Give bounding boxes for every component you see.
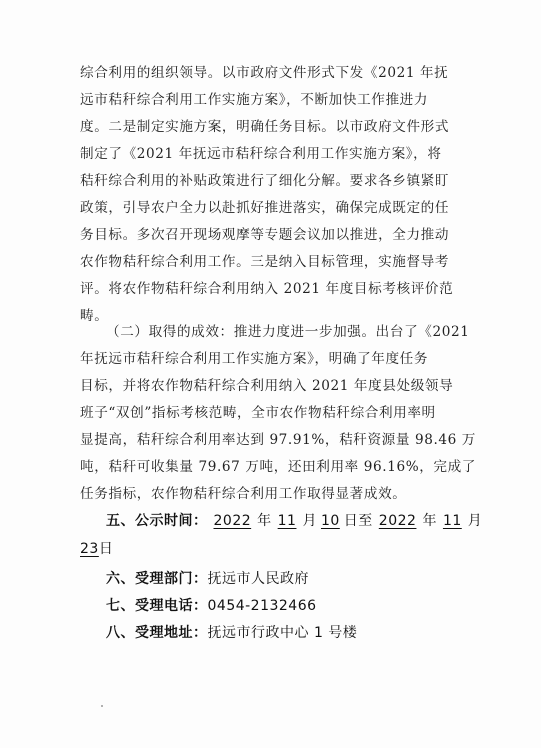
section-6-value: 抚远市人民政府 <box>207 571 309 587</box>
section-7-label: 七、受理电话： <box>106 598 208 614</box>
section-7-phone <box>106 597 317 615</box>
paragraph-2-line: 班子“双创”指标考核范畴，全市农作物秸秆综合利用率明 <box>80 405 436 421</box>
paragraph-2-line: 显提高，秸秆综合利用率达到 97.91%，秸秆资源量 98.46 万 <box>80 432 476 448</box>
start-year: 2022 <box>213 513 252 529</box>
start-day: 10 <box>320 513 340 529</box>
paragraph-2-line: 任务指标，农作物秸秆综合利用工作取得显著成效。 <box>80 486 407 502</box>
end-day: 23 <box>80 541 99 557</box>
paragraph-1-line: 畴。 <box>80 308 109 324</box>
section-8-value: 抚远市行政中心 1 号楼 <box>207 625 358 641</box>
section-8-address <box>106 624 357 642</box>
section-5-label: 五、公示时间： <box>106 513 208 529</box>
year-text: 年 <box>257 513 272 529</box>
section-5-line-2 <box>80 540 113 558</box>
year-text: 年 <box>422 513 437 529</box>
paragraph-1-line: 综合利用的组织领导。以市政府文件形式下发《2021 年抚 <box>80 65 449 81</box>
paragraph-1-line: 远市秸秆综合利用工作实施方案》，不断加快工作推进力 <box>80 92 429 108</box>
scan-speck <box>101 705 103 707</box>
paragraph-2-line: 目标，并将农作物秸秆综合利用纳入 2021 年度县处级领导 <box>80 378 454 394</box>
end-month: 11 <box>442 513 462 529</box>
day-text: 日 <box>98 541 114 557</box>
paragraph-1-line: 政策，引导农户全力以赴抓好推进落实，确保完成既定的任 <box>80 200 450 216</box>
paragraph-2-line: 吨，秸秆可收集量 79.67 万吨，还田利用率 96.16%，完成了 <box>80 459 476 475</box>
paragraph-2-line: （二）取得的成效：推进力度进一步加强。出台了《2021 <box>106 324 470 340</box>
paragraph-1-line: 度。二是制定实施方案，明确任务目标。以市政府文件形式 <box>80 119 450 135</box>
section-7-value: 0454-2132466 <box>207 598 317 614</box>
to-text: 日至 <box>343 513 373 529</box>
month-text: 月 <box>302 513 317 529</box>
start-month: 11 <box>277 513 297 529</box>
paragraph-1-line: 评。将农作物秸秆综合利用纳入 2021 年度目标考核评价范 <box>80 281 454 297</box>
section-6-label: 六、受理部门： <box>106 571 208 587</box>
section-8-label: 八、受理地址： <box>106 625 208 641</box>
paragraph-1-line: 制定了《2021 年抚远市秸秆综合利用工作实施方案》，将 <box>80 146 442 162</box>
paragraph-1-line: 务目标。多次召开现场观摩等专题会议加以推进，全力推动 <box>80 227 450 243</box>
month-text: 月 <box>467 513 483 529</box>
paragraph-2-line: 年抚远市秸秆综合利用工作实施方案》，明确了年度任务 <box>80 351 429 367</box>
paragraph-1-line: 秸秆综合利用的补贴政策进行了细化分解。要求各乡镇紧盯 <box>80 173 450 189</box>
section-5-line-1 <box>106 512 482 530</box>
paragraph-1-line: 农作物秸秆综合利用工作。三是纳入目标管理，实施督导考 <box>80 254 450 270</box>
section-6-department <box>106 570 309 588</box>
end-year: 2022 <box>378 513 417 529</box>
